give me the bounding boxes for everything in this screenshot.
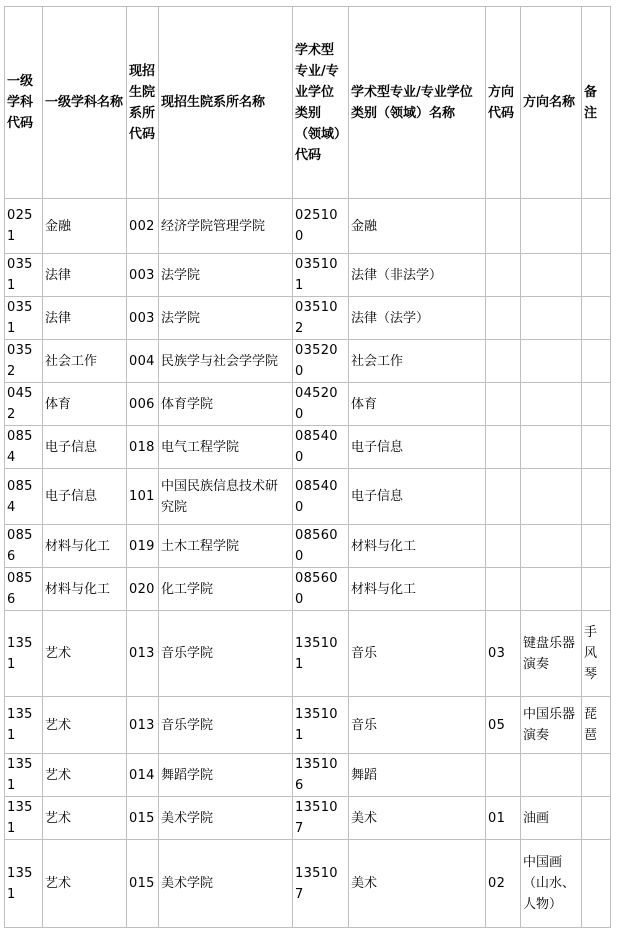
table-cell bbox=[486, 469, 521, 525]
table-cell bbox=[486, 525, 521, 568]
table-cell: 艺术 bbox=[43, 611, 127, 697]
header-cell: 现招生院系所名称 bbox=[159, 7, 293, 199]
table-cell bbox=[486, 426, 521, 469]
table-cell: 材料与化工 bbox=[43, 568, 127, 611]
table-row bbox=[5, 611, 611, 697]
table-cell: 中国画（山水、人物） bbox=[521, 840, 582, 928]
header-row bbox=[5, 7, 611, 199]
table-cell: 舞蹈 bbox=[349, 754, 486, 797]
table-cell: 1351 bbox=[5, 797, 43, 840]
table-cell: 民族学与社会学学院 bbox=[159, 340, 293, 383]
table-cell: 1351 bbox=[5, 840, 43, 928]
table-cell: 006 bbox=[127, 383, 159, 426]
table-cell bbox=[582, 797, 611, 840]
table-cell: 音乐学院 bbox=[159, 611, 293, 697]
header-cell: 方向代码 bbox=[486, 7, 521, 199]
header-cell: 学术型专业/专业学位类别（领域）名称 bbox=[349, 7, 486, 199]
table-cell: 135106 bbox=[293, 754, 349, 797]
table-cell: 018 bbox=[127, 426, 159, 469]
table-row bbox=[5, 254, 611, 297]
table-cell bbox=[582, 525, 611, 568]
table-row bbox=[5, 525, 611, 568]
table-cell: 经济学院管理学院 bbox=[159, 199, 293, 254]
table-row bbox=[5, 568, 611, 611]
table-cell: 03 bbox=[486, 611, 521, 697]
table-cell: 025100 bbox=[293, 199, 349, 254]
header-cell: 备注 bbox=[582, 7, 611, 199]
table-cell: 135101 bbox=[293, 697, 349, 754]
header-cell: 学术型专业/专业学位类别（领域）代码 bbox=[293, 7, 349, 199]
table-row bbox=[5, 469, 611, 525]
table-cell: 中国民族信息技术研究院 bbox=[159, 469, 293, 525]
table-cell bbox=[582, 426, 611, 469]
table-cell bbox=[486, 383, 521, 426]
table-cell: 材料与化工 bbox=[349, 525, 486, 568]
header-cell: 现招生院系所代码 bbox=[127, 7, 159, 199]
header-cell: 方向名称 bbox=[521, 7, 582, 199]
table-cell: 法学院 bbox=[159, 254, 293, 297]
table-row bbox=[5, 383, 611, 426]
table-cell bbox=[521, 754, 582, 797]
table-cell bbox=[582, 254, 611, 297]
table-cell: 0856 bbox=[5, 568, 43, 611]
table-cell bbox=[521, 426, 582, 469]
table-cell: 135107 bbox=[293, 797, 349, 840]
table-row bbox=[5, 426, 611, 469]
program-table bbox=[4, 6, 611, 928]
table-cell: 0351 bbox=[5, 254, 43, 297]
table-cell: 艺术 bbox=[43, 754, 127, 797]
header-cell: 一级学科名称 bbox=[43, 7, 127, 199]
table-cell: 05 bbox=[486, 697, 521, 754]
table-cell: 体育 bbox=[43, 383, 127, 426]
table-cell: 013 bbox=[127, 611, 159, 697]
table-cell: 金融 bbox=[43, 199, 127, 254]
table-cell: 中国乐器演奏 bbox=[521, 697, 582, 754]
table-cell bbox=[521, 297, 582, 340]
table-cell: 003 bbox=[127, 297, 159, 340]
table-cell: 01 bbox=[486, 797, 521, 840]
table-cell: 0352 bbox=[5, 340, 43, 383]
table-cell: 1351 bbox=[5, 697, 43, 754]
table-cell: 社会工作 bbox=[43, 340, 127, 383]
table-cell: 法律（非法学） bbox=[349, 254, 486, 297]
table-cell: 035101 bbox=[293, 254, 349, 297]
table-cell: 004 bbox=[127, 340, 159, 383]
table-cell bbox=[486, 568, 521, 611]
table-cell: 0351 bbox=[5, 297, 43, 340]
table-cell: 艺术 bbox=[43, 697, 127, 754]
table-cell bbox=[521, 469, 582, 525]
table-cell bbox=[582, 469, 611, 525]
table-cell: 美术学院 bbox=[159, 797, 293, 840]
table-cell bbox=[486, 754, 521, 797]
table-cell bbox=[582, 199, 611, 254]
table-cell: 02 bbox=[486, 840, 521, 928]
table-cell: 0452 bbox=[5, 383, 43, 426]
table-cell: 0251 bbox=[5, 199, 43, 254]
table-cell bbox=[521, 340, 582, 383]
table-cell: 化工学院 bbox=[159, 568, 293, 611]
table-cell: 电气工程学院 bbox=[159, 426, 293, 469]
table-cell: 体育 bbox=[349, 383, 486, 426]
table-cell bbox=[521, 383, 582, 426]
table-cell: 015 bbox=[127, 797, 159, 840]
table-cell: 电子信息 bbox=[43, 469, 127, 525]
table-cell: 035200 bbox=[293, 340, 349, 383]
table-cell: 085600 bbox=[293, 525, 349, 568]
table-cell bbox=[582, 840, 611, 928]
table-cell: 0856 bbox=[5, 525, 43, 568]
table-cell bbox=[521, 199, 582, 254]
table-cell: 035102 bbox=[293, 297, 349, 340]
table-cell: 美术 bbox=[349, 840, 486, 928]
table-cell: 体育学院 bbox=[159, 383, 293, 426]
table-cell: 003 bbox=[127, 254, 159, 297]
table-row bbox=[5, 199, 611, 254]
table-cell bbox=[582, 568, 611, 611]
table-cell: 舞蹈学院 bbox=[159, 754, 293, 797]
table-cell: 015 bbox=[127, 840, 159, 928]
table-cell: 002 bbox=[127, 199, 159, 254]
table-cell: 1351 bbox=[5, 754, 43, 797]
table-cell: 手风琴 bbox=[582, 611, 611, 697]
table-cell: 美术学院 bbox=[159, 840, 293, 928]
table-cell: 045200 bbox=[293, 383, 349, 426]
table-cell: 085400 bbox=[293, 426, 349, 469]
table-cell: 社会工作 bbox=[349, 340, 486, 383]
table-row bbox=[5, 797, 611, 840]
table-cell: 019 bbox=[127, 525, 159, 568]
table-row bbox=[5, 754, 611, 797]
table-cell: 法律 bbox=[43, 297, 127, 340]
table-cell bbox=[521, 568, 582, 611]
table-row bbox=[5, 840, 611, 928]
table-cell: 法学院 bbox=[159, 297, 293, 340]
table-cell: 艺术 bbox=[43, 840, 127, 928]
table-cell bbox=[521, 254, 582, 297]
table-cell: 音乐 bbox=[349, 697, 486, 754]
table-row bbox=[5, 697, 611, 754]
table-cell bbox=[486, 340, 521, 383]
table-cell: 电子信息 bbox=[349, 426, 486, 469]
table-cell bbox=[582, 754, 611, 797]
table-cell: 音乐 bbox=[349, 611, 486, 697]
table-cell bbox=[486, 297, 521, 340]
table-cell: 油画 bbox=[521, 797, 582, 840]
table-cell: 1351 bbox=[5, 611, 43, 697]
table-cell: 电子信息 bbox=[349, 469, 486, 525]
table-cell: 135107 bbox=[293, 840, 349, 928]
table-cell: 085400 bbox=[293, 469, 349, 525]
table-cell: 音乐学院 bbox=[159, 697, 293, 754]
table-cell bbox=[486, 199, 521, 254]
table-cell: 法律 bbox=[43, 254, 127, 297]
table-cell: 材料与化工 bbox=[349, 568, 486, 611]
table-cell: 013 bbox=[127, 697, 159, 754]
table-cell bbox=[582, 340, 611, 383]
table-cell bbox=[582, 383, 611, 426]
table-cell: 材料与化工 bbox=[43, 525, 127, 568]
table-cell: 0854 bbox=[5, 426, 43, 469]
table-cell: 014 bbox=[127, 754, 159, 797]
table-cell: 金融 bbox=[349, 199, 486, 254]
table-cell: 土木工程学院 bbox=[159, 525, 293, 568]
table-cell: 101 bbox=[127, 469, 159, 525]
table-cell bbox=[582, 297, 611, 340]
table-cell: 电子信息 bbox=[43, 426, 127, 469]
table-cell: 135101 bbox=[293, 611, 349, 697]
table-cell: 法律（法学） bbox=[349, 297, 486, 340]
table-cell: 琵琶 bbox=[582, 697, 611, 754]
table-cell bbox=[486, 254, 521, 297]
table-cell bbox=[521, 525, 582, 568]
table-cell: 美术 bbox=[349, 797, 486, 840]
table-cell: 0854 bbox=[5, 469, 43, 525]
table-cell: 020 bbox=[127, 568, 159, 611]
table-row bbox=[5, 340, 611, 383]
header-cell: 一级学科代码 bbox=[5, 7, 43, 199]
table-cell: 艺术 bbox=[43, 797, 127, 840]
table-cell: 键盘乐器演奏 bbox=[521, 611, 582, 697]
table-row bbox=[5, 297, 611, 340]
table-cell: 085600 bbox=[293, 568, 349, 611]
